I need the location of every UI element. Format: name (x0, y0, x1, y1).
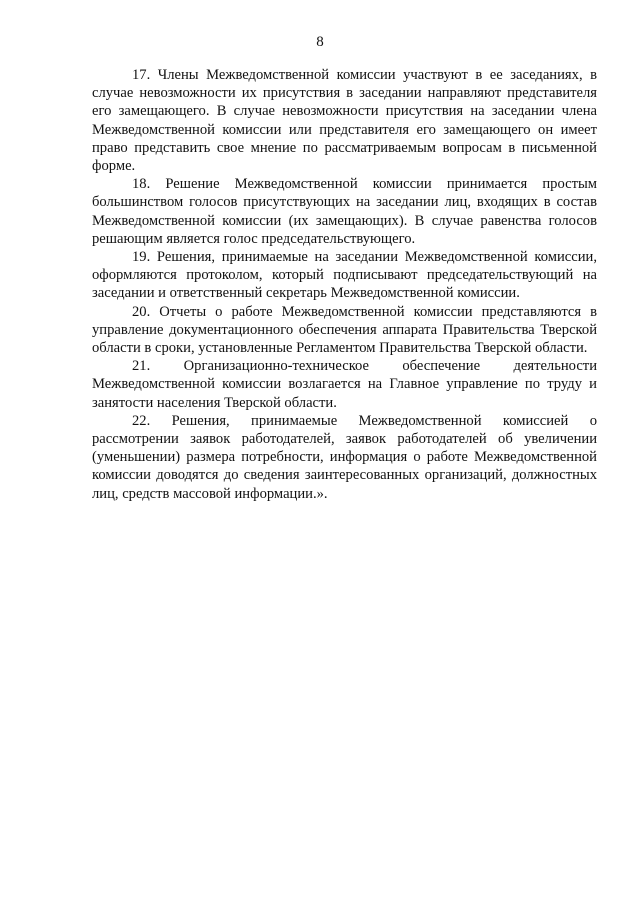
document-body (92, 66, 597, 503)
paragraph-20: 20. Отчеты о работе Межведомственной комиссии представляются в управление документационного обеспечения аппарата Правительства Тверской области в сроки, установленные Регламентом Правительства Тверской области. (92, 303, 597, 357)
paragraph-18: 18. Решение Межведомственной комиссии принимается простым большинством голосов присутствующих на заседании лиц, входящих в состав Межведомственной комиссии (их замещающих). В случае равенства голосов решающим является голос председательствующего. (92, 176, 597, 247)
paragraph-19: 19. Решения, принимаемые на заседании Межведомственной комиссии, оформляются протоколом, который подписывают председательствующий на заседании и ответственный секретарь Межведомственной комиссии. (92, 249, 597, 302)
page-number: 8 (316, 34, 324, 50)
paragraph-21: 21. Организационно-техническое обеспечение деятельности Межведомственной комиссии возлагается на Главное управление по труду и занятости населения Тверской области. (92, 358, 597, 411)
paragraph-17: 17. Члены Межведомственной комиссии участвуют в ее заседаниях, в случае невозможности их присутствия в заседании направляют представителя его замещающего. В случае невозможности присутствия на заседании члена Межведомственной комиссии или представителя его замещающего он имеет право представить свое мнение по рассматриваемым вопросам в письменной форме. (92, 67, 597, 175)
paragraph-22: 22. Решения, принимаемые Межведомственной комиссией о рассмотрении заявок работодателей, заявок работодателей об увеличении (уменьшении) размера потребности, информация о работе Межведомственной комиссии доводятся до сведения заинтересованных организаций, должностных лиц, средств массовой информации.». (92, 412, 597, 502)
